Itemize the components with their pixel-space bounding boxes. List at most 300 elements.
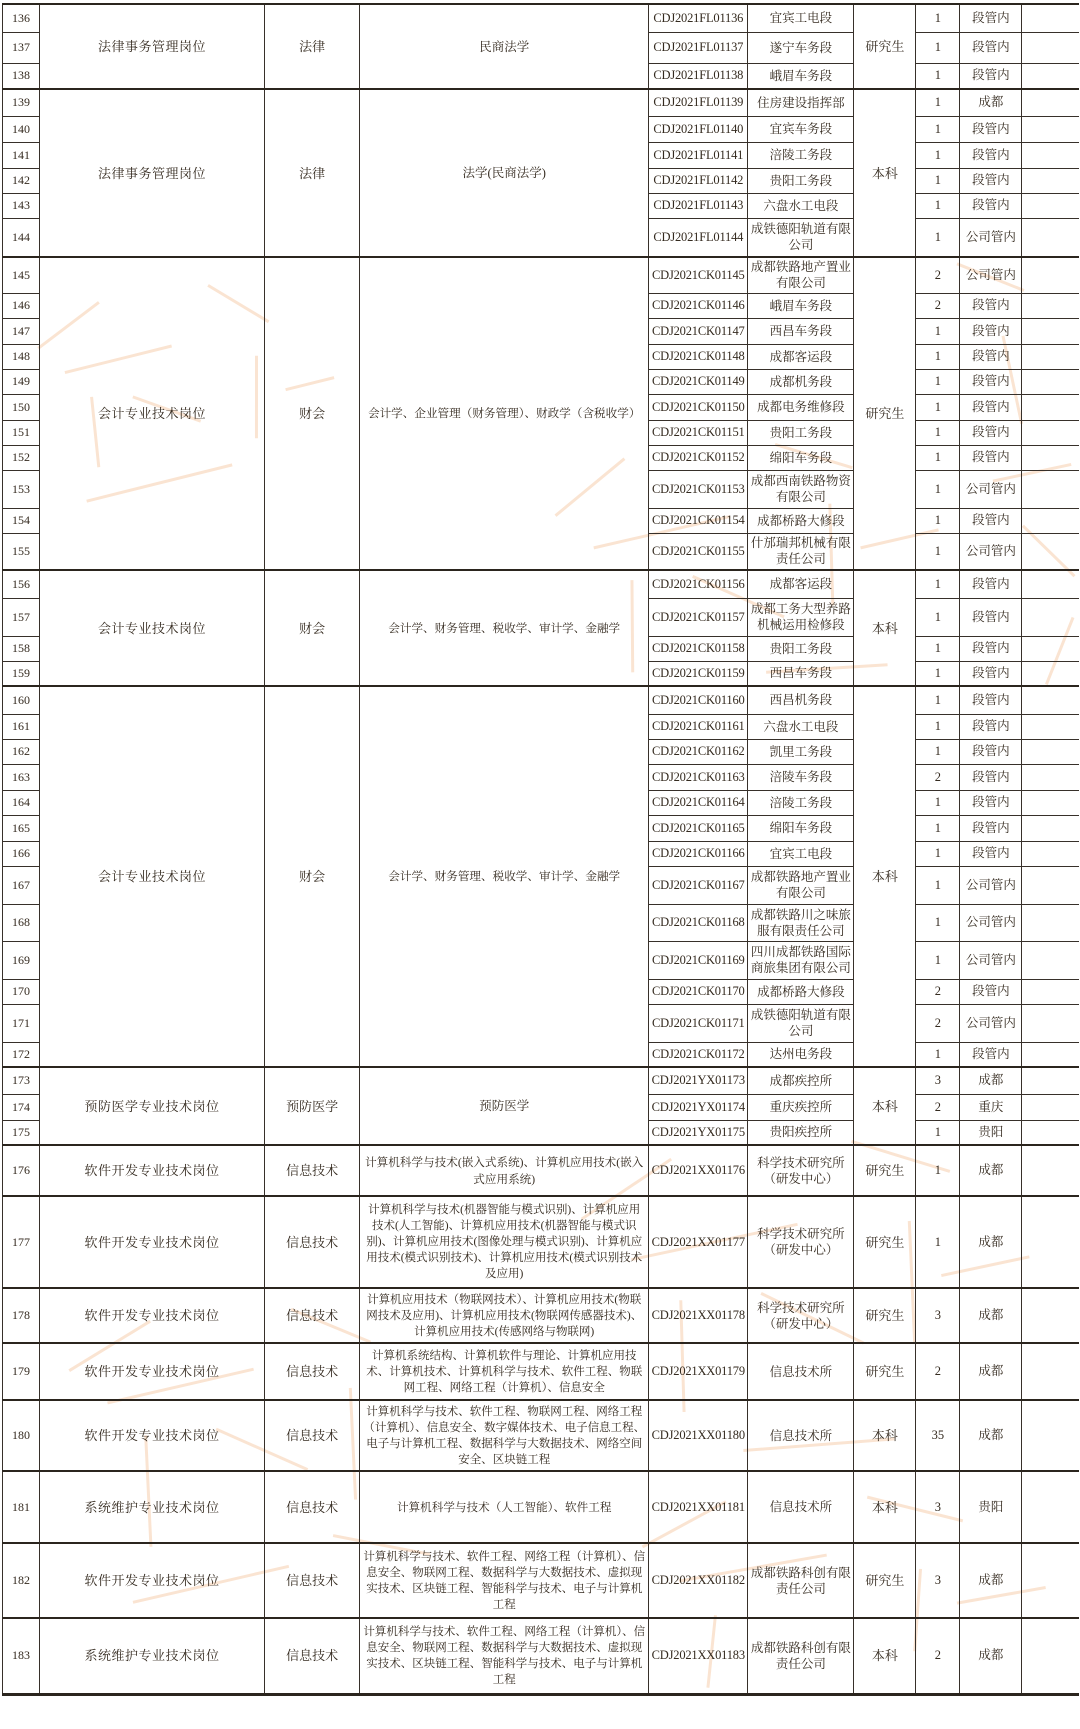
position-cell: 系统维护专业技术岗位 xyxy=(40,1471,265,1543)
unit-cell: 成铁德阳轨道有限公司 xyxy=(748,1004,854,1042)
job-code-cell: CDJ2021CK01156 xyxy=(649,570,748,598)
empty-cell xyxy=(1022,979,1079,1004)
empty-cell xyxy=(1022,4,1079,32)
empty-cell xyxy=(1022,1067,1079,1094)
empty-cell xyxy=(1022,815,1079,841)
empty-cell xyxy=(1022,790,1079,815)
count-cell: 1 xyxy=(916,790,960,815)
unit-cell: 信息技术所 xyxy=(748,1343,854,1400)
scope-cell: 段管内 xyxy=(960,116,1022,142)
row-number-cell: 158 xyxy=(3,636,40,661)
count-cell: 1 xyxy=(916,739,960,764)
count-cell: 1 xyxy=(916,420,960,445)
unit-cell: 贵阳工务段 xyxy=(748,420,854,445)
job-code-cell: CDJ2021XX01176 xyxy=(649,1145,748,1196)
job-code-cell: CDJ2021FL01144 xyxy=(649,218,748,257)
table-row xyxy=(3,4,1080,32)
count-cell: 1 xyxy=(916,470,960,508)
unit-cell: 科学技术研究所（研发中心） xyxy=(748,1145,854,1196)
count-cell: 1 xyxy=(916,369,960,394)
count-cell: 2 xyxy=(916,293,960,318)
scope-cell: 段管内 xyxy=(960,168,1022,193)
empty-cell xyxy=(1022,89,1079,116)
count-cell: 1 xyxy=(916,218,960,257)
count-cell: 1 xyxy=(916,636,960,661)
row-number-cell: 144 xyxy=(3,218,40,257)
unit-cell: 四川成都铁路国际商旅集团有限公司 xyxy=(748,941,854,979)
job-code-cell: CDJ2021FL01138 xyxy=(649,63,748,89)
job-code-cell: CDJ2021XX01177 xyxy=(649,1196,748,1288)
job-code-cell: CDJ2021FL01141 xyxy=(649,142,748,168)
empty-cell xyxy=(1022,764,1079,790)
scope-cell: 贵阳 xyxy=(960,1120,1022,1145)
job-code-cell: CDJ2021CK01148 xyxy=(649,344,748,369)
empty-cell xyxy=(1022,193,1079,218)
job-code-cell: CDJ2021CK01153 xyxy=(649,470,748,508)
table-row xyxy=(3,1196,1080,1288)
unit-cell: 西昌车务段 xyxy=(748,661,854,686)
majors-cell: 计算机应用技术（物联网技术）、计算机应用技术(物联网技术及应用)、计算机应用技术(物联网传感器技术)、计算机应用技术(传感网络与物联网) xyxy=(360,1288,649,1343)
empty-cell xyxy=(1022,1288,1079,1343)
count-cell: 1 xyxy=(916,394,960,420)
majors-cell: 法学(民商法学) xyxy=(360,89,649,257)
unit-cell: 成都客运段 xyxy=(748,570,854,598)
count-cell: 1 xyxy=(916,344,960,369)
education-cell: 研究生 xyxy=(854,1196,916,1288)
majors-cell: 计算机科学与技术、软件工程、物联网工程、网络工程（计算机）、信息安全、数字媒体技术、电子信息工程、电子与计算机工程、数据科学与大数据技术、网络空间安全、区块链工程 xyxy=(360,1400,649,1471)
scope-cell: 段管内 xyxy=(960,420,1022,445)
row-number-cell: 160 xyxy=(3,686,40,714)
position-cell: 软件开发专业技术岗位 xyxy=(40,1145,265,1196)
position-cell: 软件开发专业技术岗位 xyxy=(40,1288,265,1343)
row-number-cell: 157 xyxy=(3,598,40,636)
count-cell: 35 xyxy=(916,1400,960,1471)
scope-cell: 公司管内 xyxy=(960,533,1022,570)
education-cell: 研究生 xyxy=(854,1288,916,1343)
count-cell: 1 xyxy=(916,598,960,636)
row-number-cell: 136 xyxy=(3,4,40,32)
empty-cell xyxy=(1022,394,1079,420)
scope-cell: 公司管内 xyxy=(960,257,1022,293)
row-number-cell: 151 xyxy=(3,420,40,445)
scope-cell: 段管内 xyxy=(960,841,1022,866)
scope-cell: 段管内 xyxy=(960,979,1022,1004)
count-cell: 1 xyxy=(916,168,960,193)
count-cell: 1 xyxy=(916,815,960,841)
row-number-cell: 168 xyxy=(3,904,40,941)
scope-cell: 段管内 xyxy=(960,318,1022,344)
empty-cell xyxy=(1022,739,1079,764)
row-number-cell: 161 xyxy=(3,714,40,739)
unit-cell: 成都铁路地产置业有限公司 xyxy=(748,866,854,904)
scope-cell: 段管内 xyxy=(960,1042,1022,1067)
education-cell: 本科 xyxy=(854,1400,916,1471)
count-cell: 3 xyxy=(916,1543,960,1618)
unit-cell: 凯里工务段 xyxy=(748,739,854,764)
table-row xyxy=(3,1543,1080,1618)
scope-cell: 段管内 xyxy=(960,790,1022,815)
scope-cell: 重庆 xyxy=(960,1094,1022,1120)
row-number-cell: 170 xyxy=(3,979,40,1004)
unit-cell: 六盘水工电段 xyxy=(748,714,854,739)
count-cell: 1 xyxy=(916,533,960,570)
scope-cell: 段管内 xyxy=(960,636,1022,661)
row-number-cell: 155 xyxy=(3,533,40,570)
row-number-cell: 165 xyxy=(3,815,40,841)
education-cell: 研究生 xyxy=(854,4,916,89)
scope-cell: 段管内 xyxy=(960,686,1022,714)
position-cell: 软件开发专业技术岗位 xyxy=(40,1400,265,1471)
empty-cell xyxy=(1022,1471,1079,1543)
count-cell: 1 xyxy=(916,661,960,686)
scope-cell: 段管内 xyxy=(960,764,1022,790)
scope-cell: 段管内 xyxy=(960,739,1022,764)
position-cell: 预防医学专业技术岗位 xyxy=(40,1067,265,1145)
count-cell: 1 xyxy=(916,570,960,598)
row-number-cell: 175 xyxy=(3,1120,40,1145)
position-cell: 软件开发专业技术岗位 xyxy=(40,1343,265,1400)
position-cell: 软件开发专业技术岗位 xyxy=(40,1543,265,1618)
scope-cell: 段管内 xyxy=(960,193,1022,218)
job-code-cell: CDJ2021CK01172 xyxy=(649,1042,748,1067)
scope-cell: 成都 xyxy=(960,1145,1022,1196)
unit-cell: 宜宾车务段 xyxy=(748,116,854,142)
table-row xyxy=(3,1343,1080,1400)
row-number-cell: 178 xyxy=(3,1288,40,1343)
table-row xyxy=(3,1145,1080,1196)
table-body xyxy=(3,4,1080,1694)
majors-cell: 会计学、财务管理、税收学、审计学、金融学 xyxy=(360,686,649,1067)
education-cell: 本科 xyxy=(854,686,916,1067)
empty-cell xyxy=(1022,533,1079,570)
unit-cell: 成都铁路科创有限责任公司 xyxy=(748,1543,854,1618)
row-number-cell: 167 xyxy=(3,866,40,904)
category-cell: 信息技术 xyxy=(265,1618,360,1694)
job-code-cell: CDJ2021CK01158 xyxy=(649,636,748,661)
job-code-cell: CDJ2021CK01157 xyxy=(649,598,748,636)
position-cell: 法律事务管理岗位 xyxy=(40,89,265,257)
education-cell: 本科 xyxy=(854,1067,916,1145)
unit-cell: 成都工务大型养路机械运用检修段 xyxy=(748,598,854,636)
job-code-cell: CDJ2021CK01147 xyxy=(649,318,748,344)
job-code-cell: CDJ2021CK01169 xyxy=(649,941,748,979)
unit-cell: 成都桥路大修段 xyxy=(748,508,854,533)
count-cell: 1 xyxy=(916,1145,960,1196)
job-code-cell: CDJ2021CK01150 xyxy=(649,394,748,420)
empty-cell xyxy=(1022,598,1079,636)
row-number-cell: 153 xyxy=(3,470,40,508)
count-cell: 2 xyxy=(916,257,960,293)
category-cell: 信息技术 xyxy=(265,1543,360,1618)
row-number-cell: 173 xyxy=(3,1067,40,1094)
unit-cell: 宜宾工电段 xyxy=(748,4,854,32)
count-cell: 1 xyxy=(916,1120,960,1145)
unit-cell: 涪陵工务段 xyxy=(748,790,854,815)
empty-cell xyxy=(1022,168,1079,193)
unit-cell: 绵阳车务段 xyxy=(748,445,854,470)
unit-cell: 宜宾工电段 xyxy=(748,841,854,866)
job-code-cell: CDJ2021FL01142 xyxy=(649,168,748,193)
count-cell: 1 xyxy=(916,63,960,89)
job-code-cell: CDJ2021XX01179 xyxy=(649,1343,748,1400)
row-number-cell: 137 xyxy=(3,32,40,63)
row-number-cell: 183 xyxy=(3,1618,40,1694)
table-row xyxy=(3,257,1080,293)
job-code-cell: CDJ2021FL01139 xyxy=(649,89,748,116)
row-number-cell: 163 xyxy=(3,764,40,790)
scope-cell: 段管内 xyxy=(960,293,1022,318)
scope-cell: 段管内 xyxy=(960,508,1022,533)
row-number-cell: 177 xyxy=(3,1196,40,1288)
position-cell: 系统维护专业技术岗位 xyxy=(40,1618,265,1694)
empty-cell xyxy=(1022,420,1079,445)
category-cell: 法律 xyxy=(265,89,360,257)
scope-cell: 段管内 xyxy=(960,570,1022,598)
empty-cell xyxy=(1022,218,1079,257)
empty-cell xyxy=(1022,142,1079,168)
category-cell: 预防医学 xyxy=(265,1067,360,1145)
scope-cell: 成都 xyxy=(960,1343,1022,1400)
empty-cell xyxy=(1022,1120,1079,1145)
table-row xyxy=(3,1067,1080,1094)
scope-cell: 公司管内 xyxy=(960,866,1022,904)
count-cell: 1 xyxy=(916,89,960,116)
scope-cell: 成都 xyxy=(960,1067,1022,1094)
unit-cell: 什邡瑞邦机械有限责任公司 xyxy=(748,533,854,570)
scope-cell: 公司管内 xyxy=(960,218,1022,257)
empty-cell xyxy=(1022,32,1079,63)
empty-cell xyxy=(1022,369,1079,394)
job-code-cell: CDJ2021XX01180 xyxy=(649,1400,748,1471)
scope-cell: 成都 xyxy=(960,1618,1022,1694)
empty-cell xyxy=(1022,686,1079,714)
row-number-cell: 143 xyxy=(3,193,40,218)
unit-cell: 西昌车务段 xyxy=(748,318,854,344)
table-row xyxy=(3,570,1080,598)
unit-cell: 涪陵车务段 xyxy=(748,764,854,790)
unit-cell: 成都客运段 xyxy=(748,344,854,369)
unit-cell: 科学技术研究所（研发中心） xyxy=(748,1196,854,1288)
education-cell: 研究生 xyxy=(854,1543,916,1618)
count-cell: 1 xyxy=(916,193,960,218)
unit-cell: 成都机务段 xyxy=(748,369,854,394)
row-number-cell: 141 xyxy=(3,142,40,168)
category-cell: 信息技术 xyxy=(265,1471,360,1543)
table-row xyxy=(3,89,1080,116)
count-cell: 3 xyxy=(916,1288,960,1343)
job-code-cell: CDJ2021CK01151 xyxy=(649,420,748,445)
row-number-cell: 176 xyxy=(3,1145,40,1196)
job-code-cell: CDJ2021CK01145 xyxy=(649,257,748,293)
scope-cell: 成都 xyxy=(960,1288,1022,1343)
count-cell: 2 xyxy=(916,1004,960,1042)
category-cell: 信息技术 xyxy=(265,1288,360,1343)
row-number-cell: 138 xyxy=(3,63,40,89)
unit-cell: 信息技术所 xyxy=(748,1471,854,1543)
empty-cell xyxy=(1022,636,1079,661)
job-code-cell: CDJ2021CK01146 xyxy=(649,293,748,318)
empty-cell xyxy=(1022,445,1079,470)
category-cell: 信息技术 xyxy=(265,1145,360,1196)
empty-cell xyxy=(1022,1004,1079,1042)
unit-cell: 成都桥路大修段 xyxy=(748,979,854,1004)
category-cell: 法律 xyxy=(265,4,360,89)
scope-cell: 段管内 xyxy=(960,344,1022,369)
scope-cell: 段管内 xyxy=(960,598,1022,636)
count-cell: 1 xyxy=(916,1196,960,1288)
education-cell: 研究生 xyxy=(854,257,916,570)
table-row xyxy=(3,1471,1080,1543)
row-number-cell: 146 xyxy=(3,293,40,318)
row-number-cell: 166 xyxy=(3,841,40,866)
job-code-cell: CDJ2021CK01167 xyxy=(649,866,748,904)
scope-cell: 成都 xyxy=(960,1543,1022,1618)
scope-cell: 段管内 xyxy=(960,63,1022,89)
empty-cell xyxy=(1022,866,1079,904)
unit-cell: 成都铁路科创有限责任公司 xyxy=(748,1618,854,1694)
job-code-cell: CDJ2021CK01164 xyxy=(649,790,748,815)
count-cell: 3 xyxy=(916,1067,960,1094)
education-cell: 本科 xyxy=(854,1471,916,1543)
empty-cell xyxy=(1022,1042,1079,1067)
job-code-cell: CDJ2021CK01162 xyxy=(649,739,748,764)
scope-cell: 段管内 xyxy=(960,142,1022,168)
majors-cell: 会计学、企业管理（财务管理）、财政学（含税收学） xyxy=(360,257,649,570)
count-cell: 3 xyxy=(916,1471,960,1543)
empty-cell xyxy=(1022,841,1079,866)
job-code-cell: CDJ2021CK01170 xyxy=(649,979,748,1004)
scope-cell: 段管内 xyxy=(960,4,1022,32)
job-code-cell: CDJ2021CK01155 xyxy=(649,533,748,570)
unit-cell: 成都西南铁路物资有限公司 xyxy=(748,470,854,508)
unit-cell: 绵阳车务段 xyxy=(748,815,854,841)
majors-cell: 计算机系统结构、计算机软件与理论、计算机应用技术、计算机技术、计算机科学与技术、软件工程、物联网工程、网络工程（计算机）、信息安全 xyxy=(360,1343,649,1400)
table-row xyxy=(3,1618,1080,1694)
table-row xyxy=(3,686,1080,714)
position-cell: 会计专业技术岗位 xyxy=(40,686,265,1067)
unit-cell: 涪陵工务段 xyxy=(748,142,854,168)
job-code-cell: CDJ2021CK01165 xyxy=(649,815,748,841)
job-code-cell: CDJ2021XX01178 xyxy=(649,1288,748,1343)
recruitment-table xyxy=(2,3,1079,1696)
job-code-cell: CDJ2021CK01166 xyxy=(649,841,748,866)
empty-cell xyxy=(1022,508,1079,533)
unit-cell: 科学技术研究所（研发中心） xyxy=(748,1288,854,1343)
empty-cell xyxy=(1022,1196,1079,1288)
empty-cell xyxy=(1022,293,1079,318)
empty-cell xyxy=(1022,1343,1079,1400)
unit-cell: 成都疾控所 xyxy=(748,1067,854,1094)
count-cell: 1 xyxy=(916,904,960,941)
count-cell: 1 xyxy=(916,32,960,63)
scope-cell: 成都 xyxy=(960,1196,1022,1288)
category-cell: 财会 xyxy=(265,686,360,1067)
position-cell: 软件开发专业技术岗位 xyxy=(40,1196,265,1288)
row-number-cell: 181 xyxy=(3,1471,40,1543)
education-cell: 本科 xyxy=(854,89,916,257)
job-code-cell: CDJ2021CK01149 xyxy=(649,369,748,394)
job-code-cell: CDJ2021CK01154 xyxy=(649,508,748,533)
empty-cell xyxy=(1022,941,1079,979)
count-cell: 1 xyxy=(916,841,960,866)
scope-cell: 公司管内 xyxy=(960,904,1022,941)
row-number-cell: 148 xyxy=(3,344,40,369)
empty-cell xyxy=(1022,904,1079,941)
unit-cell: 遂宁车务段 xyxy=(748,32,854,63)
empty-cell xyxy=(1022,570,1079,598)
job-code-cell: CDJ2021YX01173 xyxy=(649,1067,748,1094)
job-code-cell: CDJ2021CK01163 xyxy=(649,764,748,790)
majors-cell: 计算机科学与技术、软件工程、网络工程（计算机）、信息安全、物联网工程、数据科学与大数据技术、虚拟现实技术、区块链工程、智能科学与技术、电子与计算机工程 xyxy=(360,1543,649,1618)
unit-cell: 信息技术所 xyxy=(748,1400,854,1471)
row-number-cell: 159 xyxy=(3,661,40,686)
count-cell: 2 xyxy=(916,764,960,790)
row-number-cell: 179 xyxy=(3,1343,40,1400)
count-cell: 2 xyxy=(916,1094,960,1120)
empty-cell xyxy=(1022,257,1079,293)
empty-cell xyxy=(1022,661,1079,686)
job-code-cell: CDJ2021FL01140 xyxy=(649,116,748,142)
count-cell: 1 xyxy=(916,116,960,142)
empty-cell xyxy=(1022,116,1079,142)
row-number-cell: 145 xyxy=(3,257,40,293)
education-cell: 研究生 xyxy=(854,1145,916,1196)
scope-cell: 公司管内 xyxy=(960,470,1022,508)
empty-cell xyxy=(1022,318,1079,344)
row-number-cell: 147 xyxy=(3,318,40,344)
education-cell: 本科 xyxy=(854,570,916,686)
row-number-cell: 150 xyxy=(3,394,40,420)
table-row xyxy=(3,1400,1080,1471)
unit-cell: 成铁德阳轨道有限公司 xyxy=(748,218,854,257)
job-code-cell: CDJ2021FL01143 xyxy=(649,193,748,218)
majors-cell: 民商法学 xyxy=(360,4,649,89)
empty-cell xyxy=(1022,63,1079,89)
category-cell: 信息技术 xyxy=(265,1400,360,1471)
majors-cell: 计算机科学与技术(嵌入式系统)、计算机应用技术(嵌入式应用系统) xyxy=(360,1145,649,1196)
row-number-cell: 174 xyxy=(3,1094,40,1120)
unit-cell: 六盘水工电段 xyxy=(748,193,854,218)
job-code-cell: CDJ2021CK01160 xyxy=(649,686,748,714)
row-number-cell: 142 xyxy=(3,168,40,193)
empty-cell xyxy=(1022,1145,1079,1196)
count-cell: 1 xyxy=(916,4,960,32)
majors-cell: 计算机科学与技术(机器智能与模式识别)、计算机应用技术(人工智能)、计算机应用技术(机器智能与模式识别)、计算机应用技术(图像处理与模式识别)、计算机应用技术(模式识别技术)、计算机应用技术(模式识别技术及应用) xyxy=(360,1196,649,1288)
unit-cell: 成都电务维修段 xyxy=(748,394,854,420)
job-code-cell: CDJ2021XX01182 xyxy=(649,1543,748,1618)
scope-cell: 公司管内 xyxy=(960,941,1022,979)
count-cell: 2 xyxy=(916,1343,960,1400)
row-number-cell: 171 xyxy=(3,1004,40,1042)
majors-cell: 计算机科学与技术（人工智能）、软件工程 xyxy=(360,1471,649,1543)
scope-cell: 段管内 xyxy=(960,661,1022,686)
count-cell: 1 xyxy=(916,941,960,979)
unit-cell: 成都铁路川之味旅服有限责任公司 xyxy=(748,904,854,941)
count-cell: 1 xyxy=(916,866,960,904)
count-cell: 1 xyxy=(916,142,960,168)
count-cell: 2 xyxy=(916,1618,960,1694)
job-code-cell: CDJ2021FL01136 xyxy=(649,4,748,32)
row-number-cell: 180 xyxy=(3,1400,40,1471)
job-code-cell: CDJ2021CK01171 xyxy=(649,1004,748,1042)
unit-cell: 贵阳疾控所 xyxy=(748,1120,854,1145)
unit-cell: 重庆疾控所 xyxy=(748,1094,854,1120)
unit-cell: 成都铁路地产置业有限公司 xyxy=(748,257,854,293)
row-number-cell: 139 xyxy=(3,89,40,116)
job-code-cell: CDJ2021CK01159 xyxy=(649,661,748,686)
scope-cell: 段管内 xyxy=(960,714,1022,739)
category-cell: 财会 xyxy=(265,257,360,570)
